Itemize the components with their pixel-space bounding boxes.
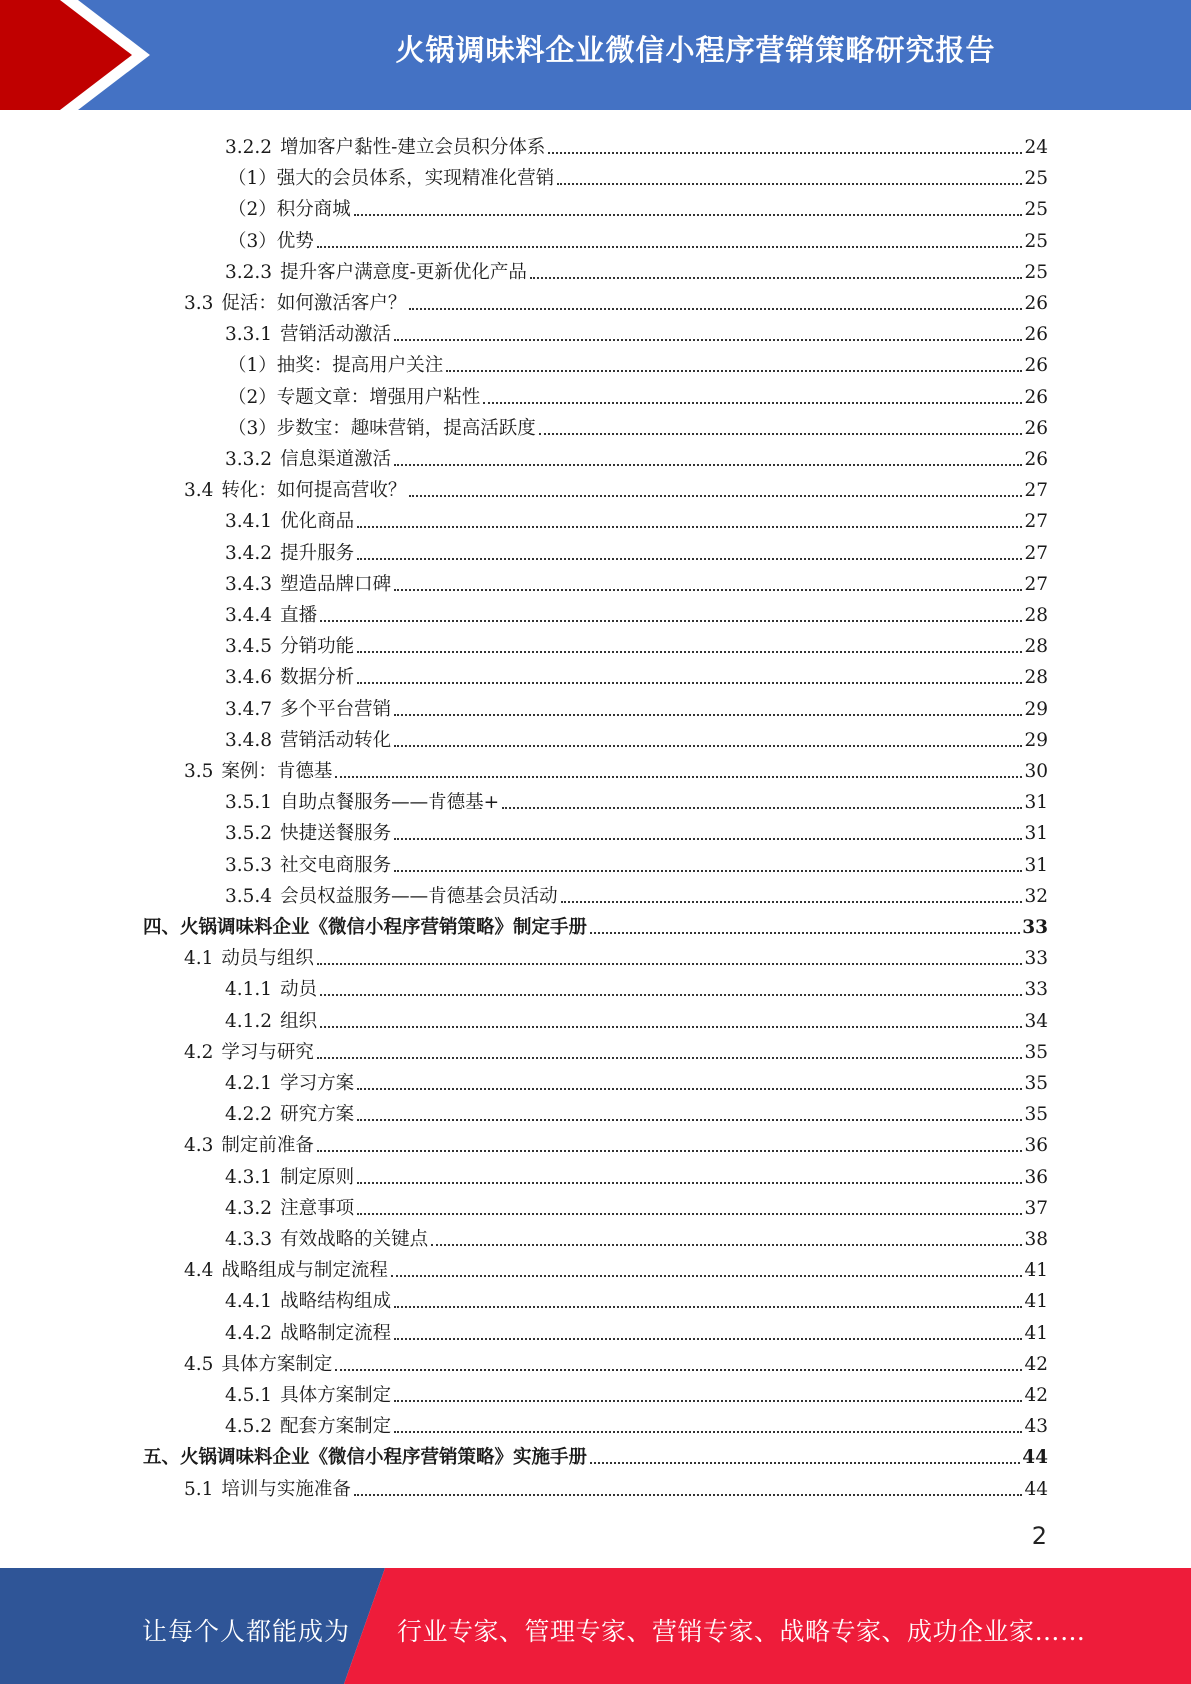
toc-entry-page: 44 — [1022, 1447, 1048, 1469]
toc-entry-page: 36 — [1024, 1135, 1048, 1157]
toc-entry[interactable] — [143, 1438, 1048, 1469]
toc-dot-leader — [357, 1119, 1022, 1121]
toc-entry[interactable] — [225, 596, 1048, 627]
toc-entry-title — [225, 574, 391, 596]
toc-entry-page: 25 — [1024, 261, 1048, 283]
toc-entry[interactable] — [184, 939, 1048, 970]
toc-entry-page: 31 — [1024, 823, 1048, 845]
toc-entry-label: 战略结构组成 — [280, 1291, 392, 1313]
toc-dot-leader — [357, 1213, 1022, 1215]
toc-entry-page: 27 — [1024, 542, 1048, 564]
toc-entry-number: 3.4.3 — [225, 573, 273, 595]
toc-dot-leader — [317, 1057, 1023, 1059]
toc-entry-title — [184, 1260, 388, 1282]
toc-entry-title — [184, 948, 314, 970]
toc-entry-page: 42 — [1024, 1385, 1048, 1406]
toc-entry-label: 优化商品 — [280, 511, 355, 533]
toc-dot-leader — [320, 620, 1022, 622]
footer-slogan-right: 行业专家、管理专家、营销专家、战略专家、成功企业家…… — [397, 1617, 1086, 1646]
toc-entry-label: 战略制定流程 — [280, 1322, 392, 1344]
toc-entry-page: 29 — [1024, 698, 1048, 720]
report-title: 火锅调味料企业微信小程序营销策略研究报告 — [395, 33, 996, 67]
toc-entry[interactable] — [225, 690, 1048, 721]
toc-entry-page: 26 — [1024, 417, 1048, 439]
toc-entry-title — [143, 1447, 587, 1469]
toc-dot-leader — [320, 994, 1022, 996]
toc-entry-page: 28 — [1024, 667, 1048, 689]
toc-entry-label: 强大的会员体系，实现精准化营销 — [276, 168, 555, 190]
toc-dot-leader — [335, 776, 1022, 778]
toc-entry-label: 动员 — [280, 979, 318, 1001]
toc-entry-page: 41 — [1024, 1260, 1048, 1282]
toc-entry-number: 四、 — [143, 917, 181, 938]
toc-entry[interactable] — [143, 908, 1048, 939]
toc-dot-leader — [357, 651, 1022, 653]
toc-entry-label: 信息渠道激活 — [280, 449, 392, 470]
toc-entry[interactable] — [225, 1002, 1048, 1033]
toc-entry-label: 多个平台营销 — [280, 698, 392, 720]
toc-entry-label: 研究方案 — [280, 1104, 355, 1126]
toc-entry-number: （1） — [228, 355, 277, 377]
toc-entry[interactable] — [228, 190, 1048, 221]
toc-entry-label: 转化：如何提高营收？ — [221, 480, 407, 502]
page-footer — [0, 1568, 1191, 1684]
toc-entry[interactable] — [225, 1158, 1048, 1189]
toc-entry-number: 3.5 — [184, 761, 214, 782]
toc-entry[interactable] — [225, 658, 1048, 689]
toc-dot-leader — [590, 1462, 1020, 1464]
toc-entry-title — [225, 1416, 391, 1438]
toc-entry[interactable] — [225, 627, 1048, 658]
toc-entry-title — [225, 886, 558, 908]
toc-entry[interactable] — [225, 534, 1048, 565]
toc-entry-title — [225, 605, 317, 627]
toc-entry-title — [184, 1042, 314, 1064]
toc-entry[interactable] — [184, 1033, 1048, 1064]
toc-entry-title — [184, 761, 332, 783]
toc-entry-page: 35 — [1024, 1041, 1048, 1063]
toc-entry[interactable] — [228, 378, 1048, 409]
toc-entry-number: 3.5.4 — [225, 885, 273, 907]
toc-dot-leader — [394, 714, 1022, 716]
toc-entry-number: 4.3.3 — [225, 1229, 273, 1250]
toc-entry-title — [184, 480, 406, 502]
toc-entry-label: 具体方案制定 — [280, 1385, 392, 1406]
toc-entry-number: 3.4.8 — [225, 729, 273, 751]
toc-entry-label: 自助点餐服务——肯德基+ — [280, 792, 500, 814]
toc-entry-number: 3.5.1 — [225, 792, 273, 814]
toc-entry[interactable] — [184, 284, 1048, 315]
toc-entry-title — [228, 355, 443, 377]
toc-entry-title — [184, 293, 406, 315]
toc-dot-leader — [317, 246, 1023, 248]
toc-entry-page: 31 — [1024, 854, 1048, 876]
toc-entry-page: 41 — [1024, 1322, 1048, 1344]
toc-entry[interactable] — [225, 1314, 1048, 1345]
toc-entry-label: 战略组成与制定流程 — [221, 1260, 388, 1282]
toc-entry-page: 38 — [1024, 1229, 1048, 1250]
toc-entry-title — [228, 231, 314, 253]
toc-entry[interactable] — [225, 1407, 1048, 1438]
toc-entry-label: 分销功能 — [280, 636, 355, 658]
toc-entry-label: 配套方案制定 — [280, 1416, 392, 1438]
toc-entry[interactable] — [225, 1220, 1048, 1251]
toc-entry[interactable] — [225, 970, 1048, 1001]
toc-entry-page: 33 — [1024, 979, 1048, 1001]
toc-entry[interactable] — [225, 315, 1048, 346]
toc-entry-title — [225, 324, 391, 346]
toc-entry[interactable] — [225, 1376, 1048, 1407]
toc-entry-label: 营销活动激活 — [280, 324, 392, 346]
toc-dot-leader — [394, 1431, 1022, 1433]
toc-entry-label: 具体方案制定 — [221, 1353, 333, 1375]
toc-entry-label: 促活：如何激活客户？ — [221, 293, 407, 314]
toc-entry-number: 4.4.2 — [225, 1322, 273, 1344]
toc-entry-page: 27 — [1024, 480, 1048, 502]
toc-entry-title — [225, 543, 354, 565]
toc-entry-number: 4.1 — [184, 948, 214, 970]
toc-entry[interactable] — [225, 1064, 1048, 1095]
toc-entry-label: 优势 — [276, 230, 314, 252]
toc-entry-page: 35 — [1024, 1073, 1048, 1094]
toc-entry-page: 36 — [1024, 1166, 1048, 1188]
toc-dot-leader — [446, 370, 1022, 372]
toc-entry-number: 4.2.2 — [225, 1104, 273, 1126]
toc-entry-label: 数据分析 — [280, 667, 355, 689]
toc-entry[interactable] — [225, 253, 1048, 284]
toc-entry-number: 3.3.2 — [225, 449, 273, 470]
toc-dot-leader — [394, 745, 1022, 747]
toc-entry-number: 4.1.2 — [225, 1010, 273, 1032]
toc-entry-title — [225, 137, 545, 159]
toc-entry[interactable] — [225, 721, 1048, 752]
toc-dot-leader — [539, 433, 1023, 435]
toc-dot-leader — [431, 1244, 1022, 1246]
toc-dot-leader — [357, 1088, 1022, 1090]
toc-entry-title — [225, 262, 527, 284]
toc-entry[interactable] — [225, 877, 1048, 908]
toc-entry-number: 4.4 — [184, 1260, 214, 1282]
toc-dot-leader — [354, 214, 1023, 216]
toc-entry[interactable] — [228, 159, 1048, 190]
toc-entry-page: 26 — [1024, 449, 1048, 470]
toc-entry-label: 会员权益服务——肯德基会员活动 — [280, 885, 558, 907]
toc-dot-leader — [357, 558, 1022, 560]
toc-entry-label: 注意事项 — [280, 1197, 355, 1219]
toc-entry[interactable] — [225, 502, 1048, 533]
toc-entry[interactable] — [184, 1345, 1048, 1376]
toc-entry[interactable] — [228, 222, 1048, 253]
toc-entry[interactable] — [184, 1126, 1048, 1157]
toc-entry-number: 五、 — [143, 1447, 181, 1469]
toc-entry-label: 案例：肯德基 — [221, 761, 333, 782]
chevron-arrow-icon — [0, 0, 160, 110]
toc-entry[interactable] — [225, 814, 1048, 845]
toc-entry-page: 37 — [1024, 1197, 1048, 1219]
toc-entry-number: 3.5.3 — [225, 854, 273, 876]
toc-entry-number: 4.3.1 — [225, 1166, 273, 1188]
toc-entry-title — [228, 418, 536, 440]
toc-entry[interactable] — [225, 565, 1048, 596]
toc-entry-title — [184, 1354, 332, 1376]
toc-dot-leader — [394, 1338, 1022, 1340]
page-number: 2 — [1031, 1522, 1047, 1550]
toc-entry-title — [184, 1479, 351, 1501]
toc-entry-number: 3.2.3 — [225, 261, 273, 283]
toc-entry-page: 25 — [1024, 199, 1048, 221]
toc-entry-label: 动员与组织 — [221, 948, 314, 970]
toc-entry-page: 34 — [1024, 1010, 1048, 1032]
toc-entry-number: 4.5 — [184, 1353, 214, 1375]
toc-entry-page: 30 — [1024, 761, 1048, 782]
toc-entry-number: 3.4.2 — [225, 542, 273, 564]
toc-dot-leader — [317, 963, 1023, 965]
toc-entry[interactable] — [225, 1189, 1048, 1220]
toc-entry-page: 24 — [1024, 137, 1048, 158]
toc-entry-number: 4.3.2 — [225, 1197, 273, 1219]
toc-entry-page: 26 — [1024, 355, 1048, 377]
toc-entry-title — [225, 667, 354, 689]
toc-entry-label: 快捷送餐服务 — [280, 823, 392, 845]
toc-entry-number: （3） — [228, 417, 277, 439]
toc-entry-label: 培训与实施准备 — [221, 1478, 351, 1500]
toc-entry-number: 3.3 — [184, 293, 214, 314]
toc-entry-label: 塑造品牌口碑 — [280, 573, 392, 595]
toc-entry-label: 火锅调味料企业《微信小程序营销策略》实施手册 — [180, 1447, 588, 1469]
toc-entry[interactable] — [225, 1095, 1048, 1126]
toc-entry-label: 学习方案 — [280, 1073, 355, 1094]
page-header — [0, 0, 1191, 110]
toc-dot-leader — [394, 870, 1022, 872]
toc-entry-number: 3.3.1 — [225, 324, 273, 346]
toc-entry-label: 积分商城 — [276, 199, 351, 221]
toc-entry-number: 3.4.7 — [225, 698, 273, 720]
toc-dot-leader — [409, 308, 1022, 310]
toc-entry-title — [225, 792, 499, 814]
toc-dot-leader — [394, 1306, 1022, 1308]
toc-entry[interactable] — [225, 846, 1048, 877]
toc-entry-title — [225, 979, 317, 1001]
toc-entry-title — [225, 1385, 391, 1407]
toc-dot-leader — [320, 1026, 1022, 1028]
toc-entry-label: 增加客户黏性-建立会员积分体系 — [280, 137, 546, 158]
toc-entry-title — [143, 917, 587, 939]
toc-entry-title — [225, 1198, 354, 1220]
toc-entry-page: 32 — [1024, 885, 1048, 907]
toc-entry-label: 社交电商服务 — [280, 854, 392, 876]
toc-entry-title — [225, 1073, 354, 1095]
toc-entry-number: 4.1.1 — [225, 979, 273, 1001]
toc-entry[interactable] — [184, 1470, 1048, 1501]
toc-entry-label: 组织 — [280, 1010, 318, 1032]
toc-dot-leader — [335, 1369, 1022, 1371]
toc-entry[interactable] — [228, 346, 1048, 377]
toc-entry-number: 3.4.1 — [225, 511, 273, 533]
toc-dot-leader — [561, 901, 1023, 903]
toc-dot-leader — [357, 1182, 1022, 1184]
toc-entry-number: 4.5.1 — [225, 1385, 273, 1406]
toc-entry[interactable] — [225, 783, 1048, 814]
toc-entry-title — [228, 168, 554, 190]
toc-entry-number: 3.4.5 — [225, 636, 273, 658]
toc-entry-number: 5.1 — [184, 1478, 214, 1500]
footer-slogan-left: 让每个人都能成为 — [142, 1617, 351, 1646]
toc-entry-number: 4.4.1 — [225, 1291, 273, 1313]
toc-entry-number: 4.2 — [184, 1041, 214, 1063]
toc-entry[interactable] — [228, 409, 1048, 440]
toc-dot-leader — [530, 277, 1023, 279]
toc-entry-title — [225, 855, 391, 877]
toc-entry-label: 营销活动转化 — [280, 729, 392, 751]
toc-entry-number: （3） — [228, 230, 277, 252]
toc-dot-leader — [394, 1400, 1022, 1402]
toc-entry-title — [184, 1135, 314, 1157]
toc-entry-page: 44 — [1024, 1478, 1048, 1500]
toc-entry-label: 直播 — [280, 605, 318, 626]
toc-entry-label: 提升服务 — [280, 542, 355, 564]
toc-dot-leader — [394, 339, 1022, 341]
toc-entry-page: 33 — [1024, 948, 1048, 970]
toc-dot-leader — [357, 526, 1022, 528]
toc-dot-leader — [409, 495, 1022, 497]
toc-entry-number: 3.2.2 — [225, 137, 273, 158]
toc-entry-title — [225, 699, 391, 721]
toc-entry-page: 29 — [1024, 729, 1048, 751]
toc-entry[interactable] — [225, 128, 1048, 159]
toc-dot-leader — [590, 932, 1020, 934]
toc-entry-label: 制定原则 — [280, 1166, 355, 1188]
toc-entry-number: （2） — [228, 386, 277, 408]
toc-entry[interactable] — [225, 1282, 1048, 1313]
toc-entry-title — [225, 1104, 354, 1126]
toc-entry-page: 25 — [1024, 230, 1048, 252]
toc-entry-page: 41 — [1024, 1291, 1048, 1313]
toc-entry-page: 26 — [1024, 324, 1048, 346]
toc-entry-page: 26 — [1024, 386, 1048, 408]
toc-entry[interactable] — [225, 440, 1048, 471]
toc-entry-number: 3.4 — [184, 480, 214, 502]
toc-entry-title — [225, 1291, 391, 1313]
toc-entry-page: 43 — [1024, 1416, 1048, 1438]
toc-entry-label: 学习与研究 — [221, 1041, 314, 1063]
toc-dot-leader — [483, 402, 1022, 404]
toc-entry-page: 26 — [1024, 293, 1048, 314]
toc-entry-number: 4.2.1 — [225, 1073, 273, 1094]
toc-dot-leader — [317, 1150, 1023, 1152]
toc-entry-page: 27 — [1024, 511, 1048, 533]
toc-entry-label: 火锅调味料企业《微信小程序营销策略》制定手册 — [180, 917, 588, 938]
toc-dot-leader — [357, 682, 1022, 684]
toc-dot-leader — [394, 838, 1022, 840]
toc-dot-leader — [391, 1275, 1023, 1277]
toc-entry-label: 抽奖：提高用户关注 — [276, 355, 444, 377]
toc-entry-number: 3.4.6 — [225, 667, 273, 689]
toc-entry-page: 25 — [1024, 168, 1048, 190]
toc-entry-number: 4.3 — [184, 1135, 214, 1157]
toc-entry-page: 28 — [1024, 636, 1048, 658]
toc-entry-title — [225, 730, 391, 752]
toc-entry-page: 33 — [1022, 917, 1048, 938]
toc-entry-title — [225, 823, 391, 845]
toc-entry-number: （1） — [228, 168, 277, 190]
toc-dot-leader — [394, 464, 1022, 466]
toc-entry[interactable] — [184, 471, 1048, 502]
toc-entry[interactable] — [184, 752, 1048, 783]
toc-dot-leader — [557, 183, 1022, 185]
toc-entry-title — [228, 199, 351, 221]
toc-entry-number: 4.5.2 — [225, 1416, 273, 1438]
toc-entry-label: 步数宝：趣味营销，提高活跃度 — [276, 417, 536, 439]
toc-entry-page: 27 — [1024, 573, 1048, 595]
toc-entry-page: 42 — [1024, 1353, 1048, 1375]
toc-entry-page: 28 — [1024, 605, 1048, 626]
toc-dot-leader — [548, 152, 1022, 154]
toc-entry-page: 31 — [1024, 792, 1048, 814]
toc-entry-number: （2） — [228, 199, 277, 221]
toc-entry-label: 有效战略的关键点 — [280, 1229, 429, 1250]
toc-entry-label: 制定前准备 — [221, 1135, 314, 1157]
toc-entry-number: 3.5.2 — [225, 823, 273, 845]
toc-entry-title — [225, 1167, 354, 1189]
toc-entry-title — [228, 387, 480, 409]
toc-entry-title — [225, 1229, 428, 1251]
toc-entry-title — [225, 636, 354, 658]
toc-entry-label: 专题文章：增强用户粘性 — [276, 386, 481, 408]
toc-entry-title — [225, 449, 391, 471]
toc-entry-number: 3.4.4 — [225, 605, 273, 626]
toc-entry-title — [225, 1011, 317, 1033]
toc-entry-title — [225, 511, 354, 533]
toc-entry[interactable] — [184, 1251, 1048, 1282]
toc-entry-label: 提升客户满意度-更新优化产品 — [280, 261, 527, 283]
toc-dot-leader — [354, 1494, 1023, 1496]
toc-entry-page: 35 — [1024, 1104, 1048, 1126]
toc-dot-leader — [394, 589, 1022, 591]
toc-dot-leader — [502, 807, 1022, 809]
toc-entry-title — [225, 1323, 391, 1345]
